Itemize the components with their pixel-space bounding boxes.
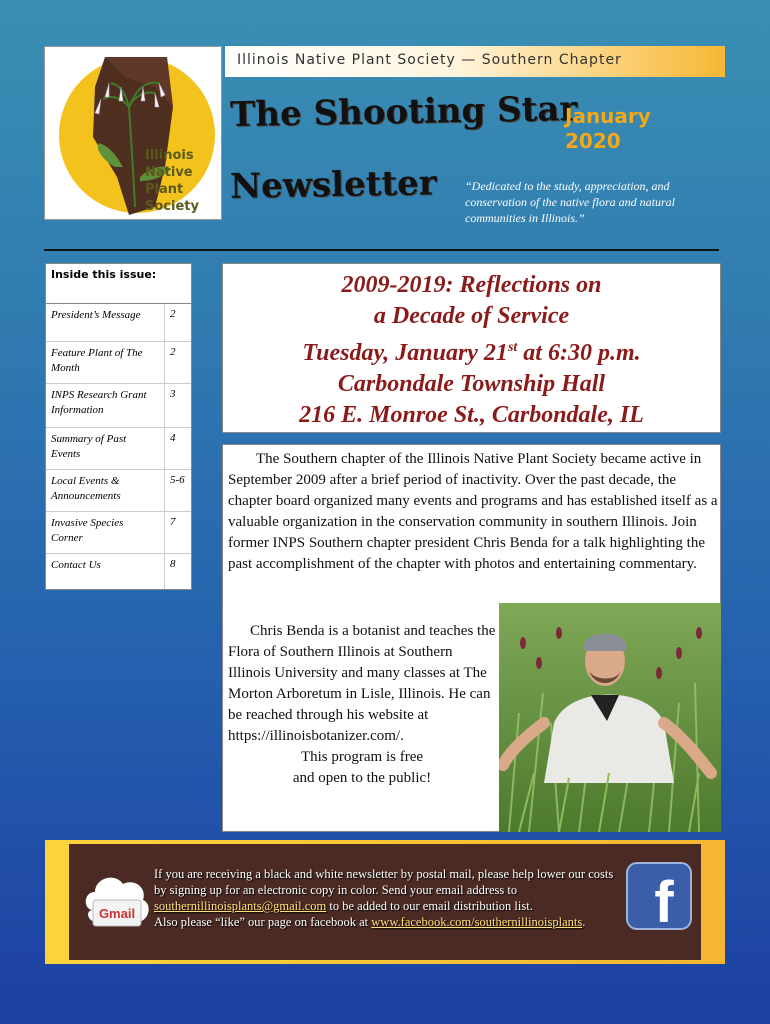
table-of-contents [45,263,192,590]
toc-item-page: 2 [164,342,193,383]
toc-item-page: 5-6 [164,470,193,511]
headline-line: 2009-2019: Reflections on [341,272,602,298]
email-link[interactable]: southernillinoisplants@gmail.com [154,899,327,913]
toc-item-page: 4 [164,428,193,469]
society-logo [44,46,222,220]
logo-line: Native [145,165,193,180]
facebook-link[interactable]: www.facebook.com/southernillinoisplants [371,915,583,929]
article-paragraph: The Southern chapter of the Illinois Native Plant Society became active in September 2009 after a brief period of inactivity. Over the past decade, the chapter board organized many events and programs and has established itself as a valuable organization in the conservation community in southern Illinois. Join former INPS Southern chapter president Chris Benda for a talk highlighting the past accomplishment of the chapter with photos and entertaining commentary. [228,451,718,572]
footer-text-part: Also please “like” our page on facebook at [154,915,372,929]
issue-month: January [565,104,651,128]
toc-item-page: 3 [164,384,193,427]
toc-item[interactable] [46,342,191,384]
issue-year: 2020 [565,129,621,153]
logo-line: Society [145,199,199,214]
event-date: Tuesday, January 21 [302,340,508,366]
toc-item[interactable] [46,470,191,512]
divider [44,249,719,251]
footer-text-part: If you are receiving a black and white newsletter by postal mail, please help lower our costs by signing up for an electronic copy in color. Send your email address to [154,867,614,897]
org-banner: Illinois Native Plant Society — Southern Chapter [225,46,725,77]
issue-date [565,104,651,154]
note-line: and open to the public! [292,770,432,786]
toc-item-title: Summary of Past Events [51,433,127,460]
toc-item[interactable] [46,384,191,428]
event-headline [222,263,721,433]
toc-item-title: Invasive Species Corner [51,517,124,544]
facebook-letter: f [654,870,674,930]
toc-item[interactable] [46,554,191,589]
event-address: 216 E. Monroe St., Carbondale, IL [299,402,644,428]
subscription-footer [45,840,725,964]
toc-item-title: President’s Message [51,309,141,321]
footer-message [154,866,624,930]
gmail-label: Gmail [98,906,136,921]
toc-item-page: 8 [164,554,193,589]
toc-item[interactable] [46,428,191,470]
speaker-bio: Chris Benda is a botanist and teaches the Flora of Southern Illinois at Southern Illinois University and many classes at The Morton Arboretum in Lisle, Illinois. He can be reached through his website at https://illinoisbotanizer.com/. [228,623,496,744]
newsletter-title: The Shooting Star [229,88,578,136]
headline-line: a Decade of Service [373,303,570,329]
footer-panel [69,844,701,960]
toc-item[interactable] [46,304,191,342]
toc-item-title: Contact Us [51,559,101,571]
toc-item[interactable] [46,512,191,554]
newsletter-subtitle: Newsletter [229,163,437,207]
logo-text [145,147,199,215]
footer-text-part: to be added to our email distribution list. [326,899,533,913]
gmail-icon[interactable] [83,866,151,932]
mission-tagline: “Dedicated to the study, appreciation, and conservation of the native flora and natural communities in Illinois.” [465,179,675,225]
event-datetime [223,332,720,369]
logo-line: Illinois [145,148,194,163]
note-line: This program is free [300,749,424,765]
toc-item-title: Feature Plant of The Month [51,347,143,374]
speaker-photo [499,603,721,832]
logo-line: Plant [145,182,184,197]
toc-heading: Inside this issue: [46,264,191,304]
facebook-icon[interactable] [626,862,692,930]
toc-item-title: Local Events & Announcements [51,475,121,502]
toc-item-page: 2 [164,304,193,341]
date-suffix: st [507,340,518,355]
footer-text-part: . [582,915,586,929]
toc-item-page: 7 [164,512,193,553]
article-body [222,444,721,832]
event-venue: Carbondale Township Hall [337,371,606,397]
free-program-note [228,747,496,789]
toc-item-title: INPS Research Grant Information [51,389,147,416]
event-time: at 6:30 p.m. [517,340,641,366]
